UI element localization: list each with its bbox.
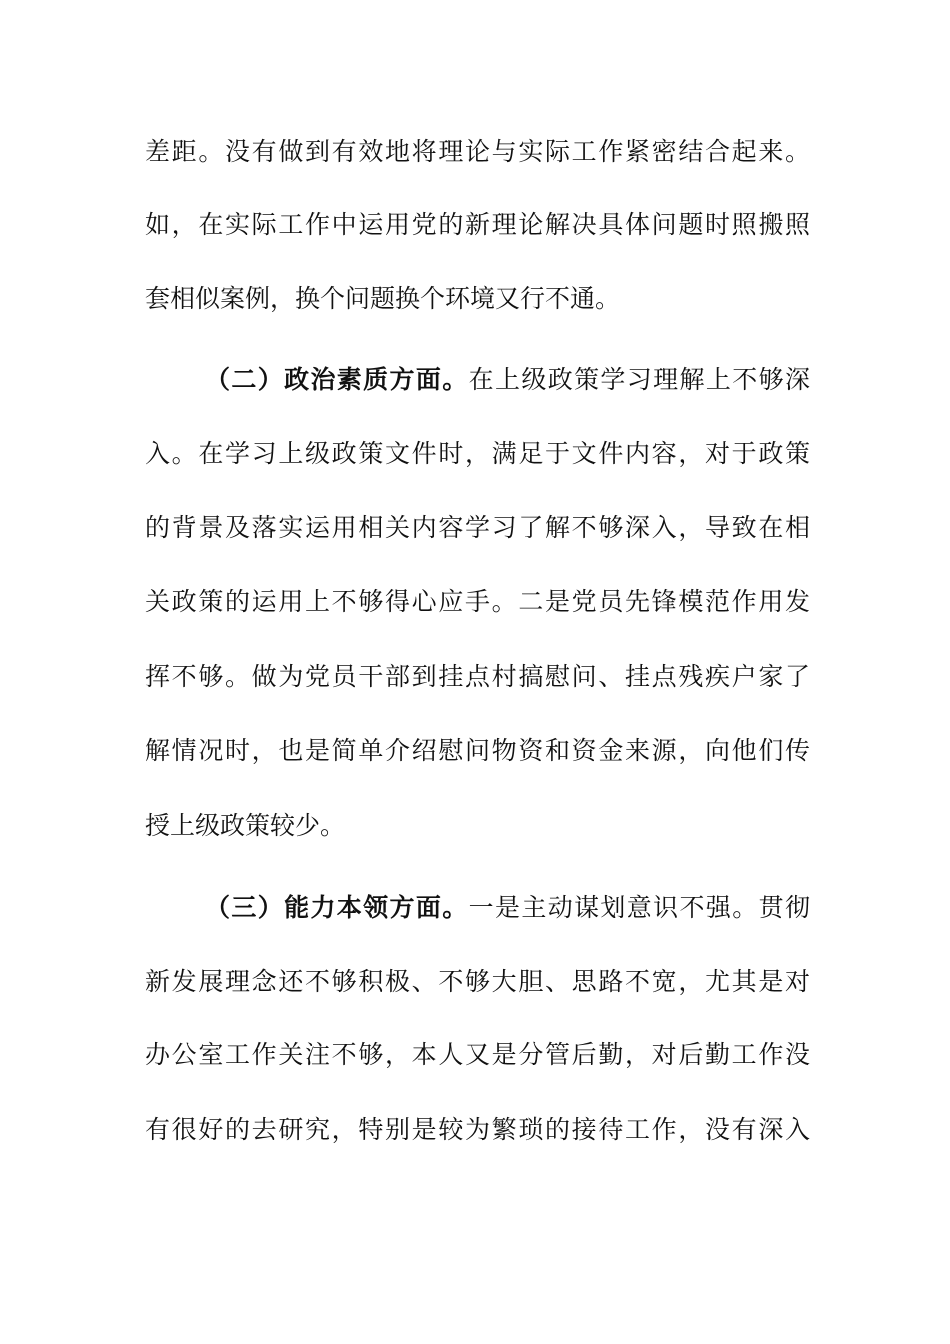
paragraph-first-line [205, 888, 810, 928]
section-heading: （三）能力本领方面。 [205, 893, 469, 922]
text-line: 的背景及落实运用相关内容学习了解不够深入，导致在相 [145, 513, 810, 542]
text-span: 一是主动谋划意识不强。贯彻 [468, 893, 810, 922]
text-line: 办公室工作关注不够，本人又是分管后勤，对后勤工作没 [145, 1040, 810, 1069]
text-line: 挥不够。做为党员干部到挂点村搞慰问、挂点残疾户家了 [145, 662, 810, 691]
text-line: 如，在实际工作中运用党的新理论解决具体问题时照搬照 [145, 210, 810, 239]
text-line: 解情况时，也是简单介绍慰问物资和资金来源，向他们传 [145, 736, 810, 765]
paragraph-first-line [205, 360, 810, 400]
text-line: 差距。没有做到有效地将理论与实际工作紧密结合起来。 [145, 137, 810, 166]
text-line: 授上级政策较少。 [145, 811, 346, 840]
text-line: 入。在学习上级政策文件时，满足于文件内容，对于政策 [145, 439, 810, 468]
text-line: 套相似案例，换个问题换个环境又行不通。 [145, 284, 621, 313]
section-heading: （二）政治素质方面。 [205, 365, 469, 394]
text-line: 有很好的去研究，特别是较为繁琐的接待工作，没有深入 [145, 1115, 810, 1144]
text-span: 在上级政策学习理解上不够深 [468, 365, 810, 394]
text-line: 新发展理念还不够积极、不够大胆、思路不宽，尤其是对 [145, 967, 810, 996]
text-line: 关政策的运用上不够得心应手。二是党员先锋模范作用发 [145, 587, 810, 616]
